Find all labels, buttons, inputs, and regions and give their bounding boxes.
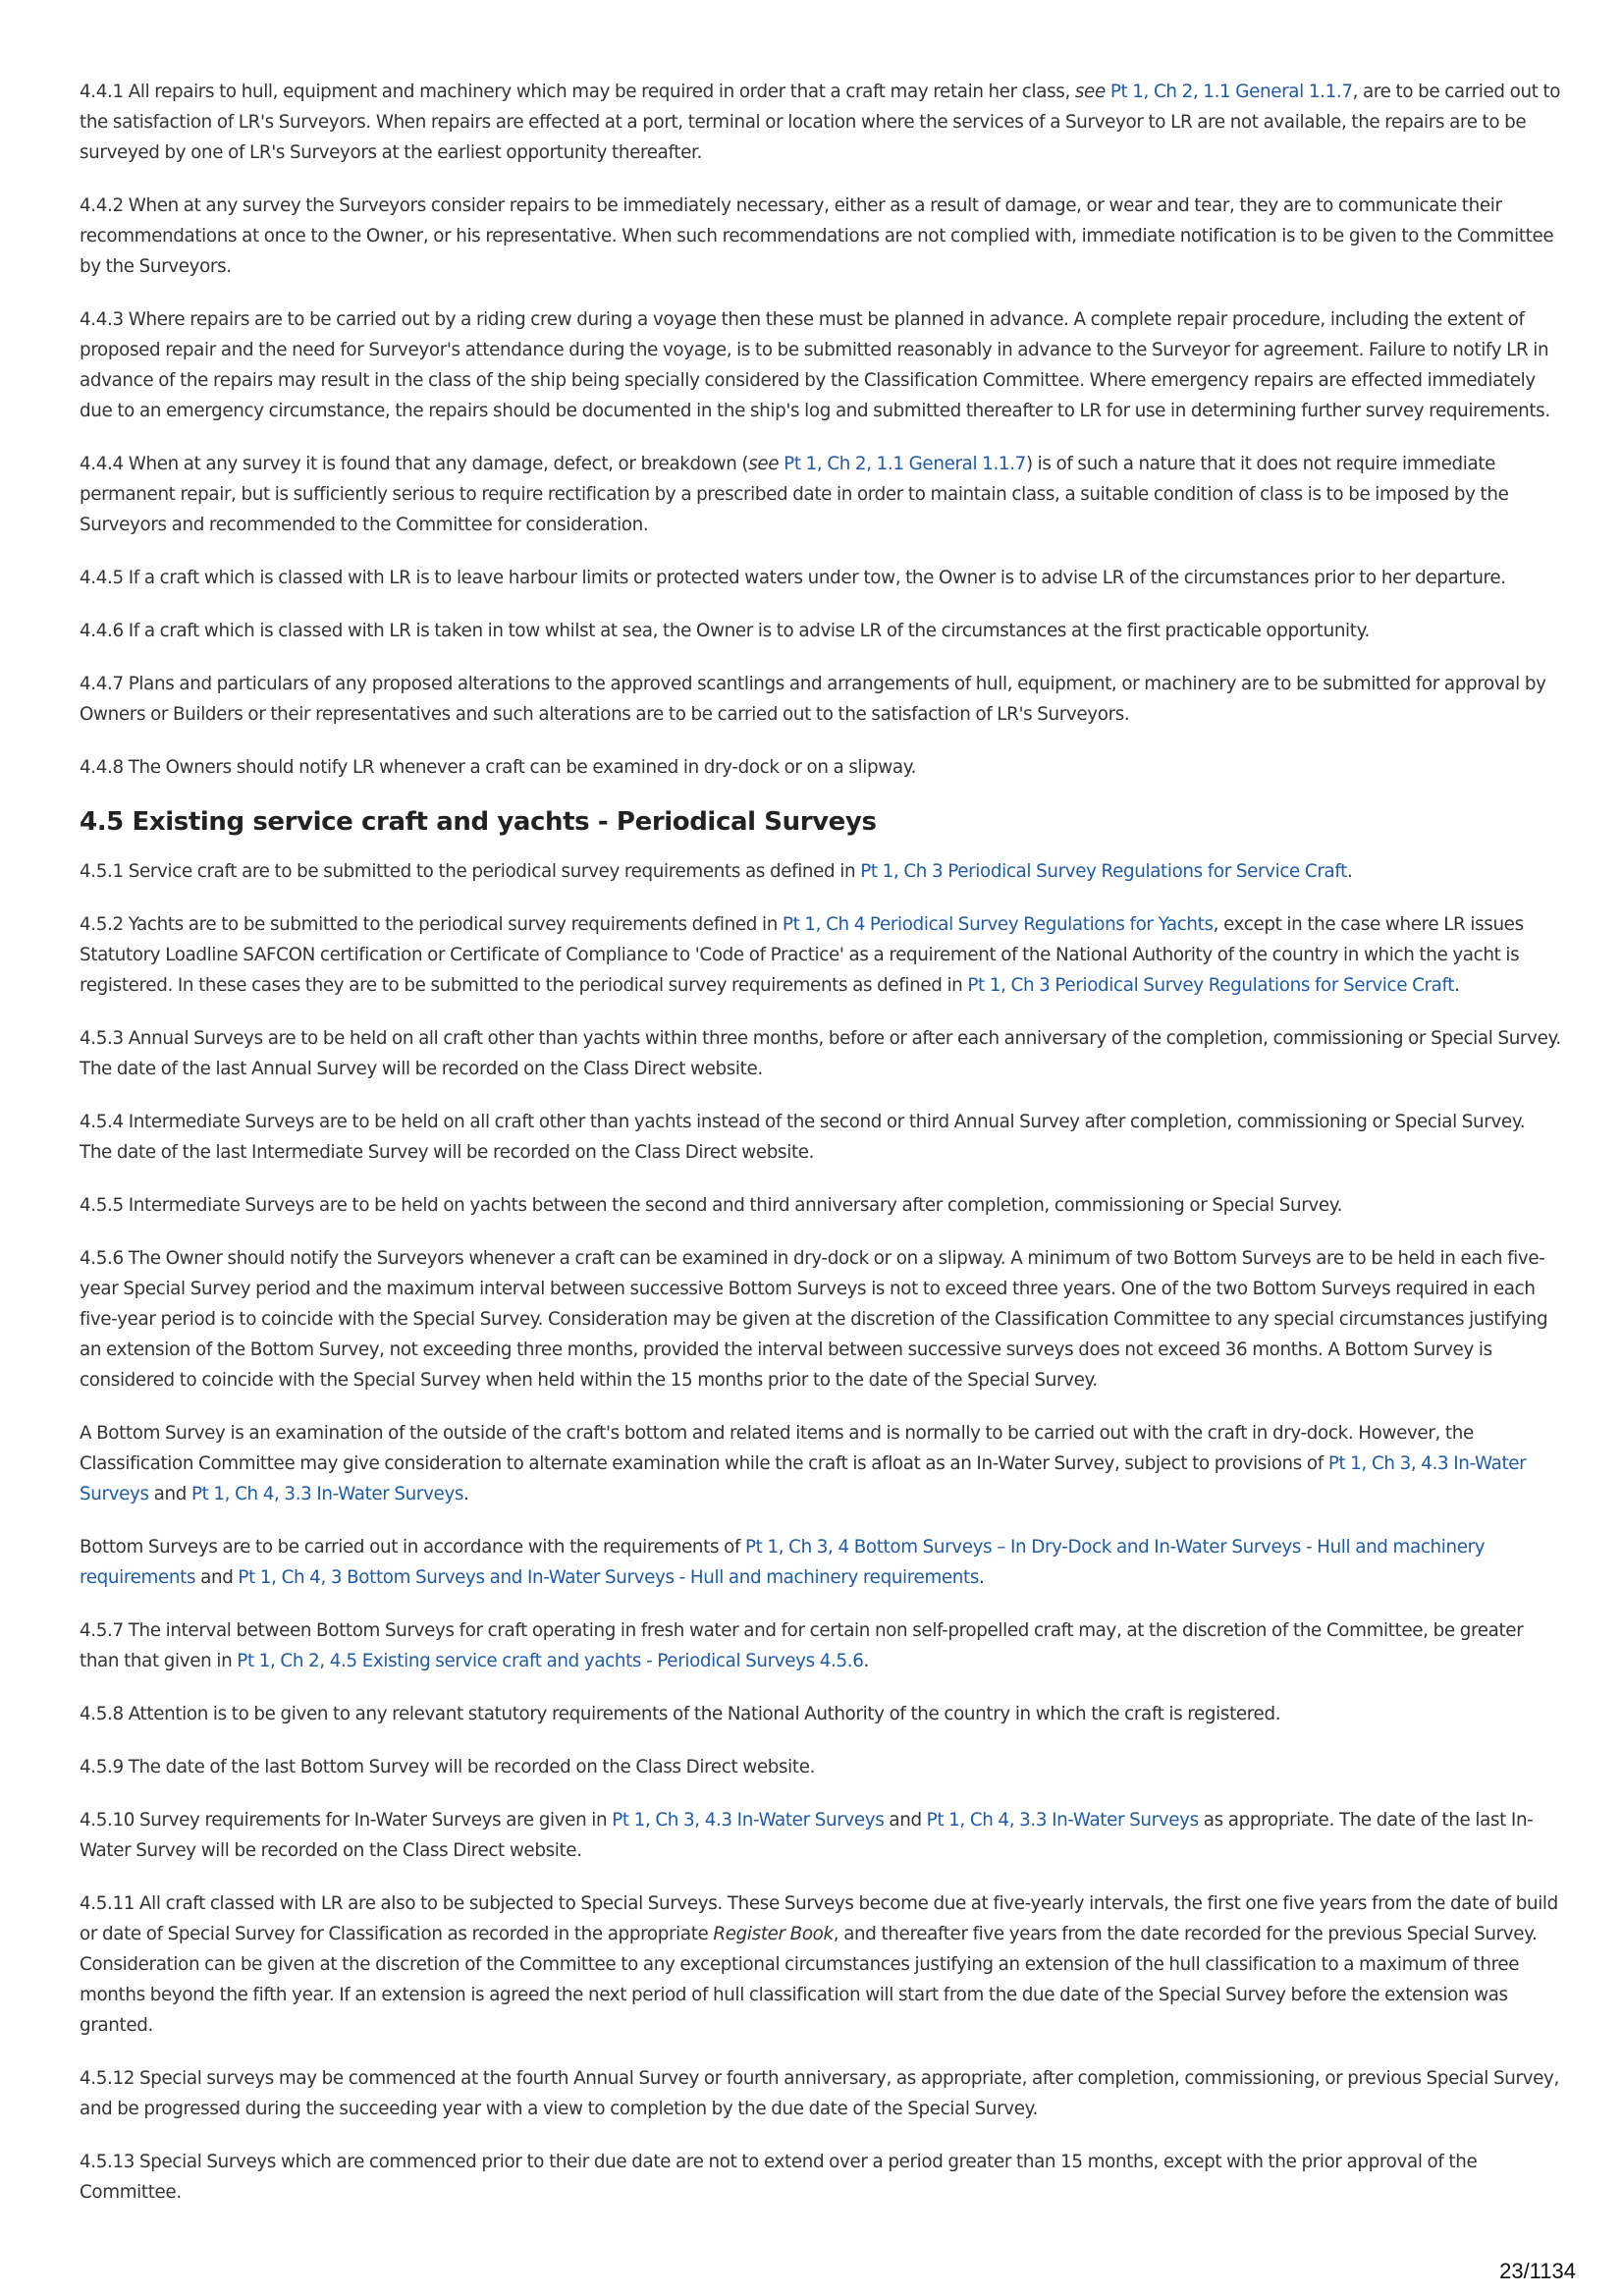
paragraph-4-5-6: 4.5.6 The Owner should notify the Surveyors whenever a craft can be examined in dry-dock or on a slipway. A minimum of two Bottom Surveys are to be held in each five-year Special Survey period and the maximum interval between successive Bottom Surveys is not to exceed three years. One of the two Bottom Surveys required in each five-year period is to coincide with the Special Survey. Consideration may be given at the discretion of the Classification Committee to any special circumstances justifying an extension of the Bottom Survey, not exceeding three months, provided the interval between successive surveys does not exceed 36 months. A Bottom Survey is considered to coincide with the Special Survey when held within the 15 months prior to the date of the Special Survey. <box>80 1248 1548 1391</box>
register-book-emphasis: Register Book <box>713 1924 834 1944</box>
paragraph-4-4-5: 4.4.5 If a craft which is classed with LR is to leave harbour limits or protected waters under tow, the Owner is to advise LR of the circumstances prior to her departure. <box>80 568 1506 588</box>
link-pt1-ch3-4-3-in-water-surveys[interactable]: Pt 1, Ch 3, 4.3 In-Water Surveys <box>612 1810 885 1831</box>
link-pt1-ch2-1-1-general[interactable]: Pt 1, Ch 2, 1.1 General 1.1.7 <box>784 454 1026 474</box>
paragraph-4-4-2: 4.4.2 When at any survey the Surveyors consider repairs to be immediately necessary, either as a result of damage, or wear and tear, they are to communicate their recommendations at once to the Owner, or his representative. When such recommendations are not complied with, immediate notification is to be given to the Committee by the Surveyors. <box>80 195 1554 277</box>
paragraph-4-5-1: 4.5.1 Service craft are to be submitted to the periodical survey requirements as defined in Pt 1, Ch 3 Periodical Survey Regulations for Service Craft. <box>80 861 1353 882</box>
paragraph-bottom-survey-definition: A Bottom Survey is an examination of the outside of the craft's bottom and related items and is normally to be carried out with the craft in dry-dock. However, the Classification Committee may give consideration to alternate examination while the craft is afloat as an In-Water Survey, subject to provisions of Pt 1, Ch 3, 4.3 In-Water Surveys and Pt 1, Ch 4, 3.3 In-Water Surveys. <box>80 1423 1527 1504</box>
paragraph-4-5-7: 4.5.7 The interval between Bottom Surveys for craft operating in fresh water and for certain non self-propelled craft may, at the discretion of the Committee, be greater than that given in Pt 1, Ch 2, 4.5 Existing service craft and yachts - Periodical Surveys 4.5.6. <box>80 1620 1524 1671</box>
paragraph-4-5-12: 4.5.12 Special surveys may be commenced at the fourth Annual Survey or fourth anniversary, as appropriate, after completion, commissioning, or previous Special Survey, and be progressed during the succeeding year with a view to completion by the due date of the Special Survey. <box>80 2068 1559 2119</box>
paragraph-4-5-3: 4.5.3 Annual Surveys are to be held on all craft other than yachts within three months, before or after each anniversary of the completion, commissioning or Special Survey. The date of the last Annual Survey will be recorded on the Class Direct website. <box>80 1028 1561 1079</box>
link-pt1-ch3-4-bottom-surveys[interactable]: Pt 1, Ch 3, 4 Bottom Surveys – In Dry-Dock and In-Water Surveys - Hull and machinery requirements <box>80 1537 1486 1588</box>
paragraph-4-4-4: 4.4.4 When at any survey it is found that any damage, defect, or breakdown (see Pt 1, Ch 2, 1.1 General 1.1.7) is of such a nature that it does not require immediate permanent repair, but is sufficiently serious to require rectification by a prescribed date in order to maintain class, a suitable condition of class is to be imposed by the Surveyors and recommended to the Committee for consideration. <box>80 454 1509 535</box>
link-pt1-ch3-4-3-in-water-surveys[interactable]: Pt 1, Ch 3, 4.3 In-Water Surveys <box>80 1453 1527 1504</box>
paragraph-4-5-11: 4.5.11 All craft classed with LR are also to be subjected to Special Surveys. These Surveys become due at five-yearly intervals, the first one five years from the date of build or date of Special Survey for Classification as recorded in the appropriate Register Book, and thereafter five years from the date recorded for the previous Special Survey. Consideration can be given at the discretion of the Committee to any exceptional circumstances justifying an extension of the hull classification to a maximum of three months beyond the fifth year. If an extension is agreed the next period of hull classification will start from the due date of the Special Survey before the extension was granted. <box>80 1893 1558 2036</box>
paragraph-4-5-8: 4.5.8 Attention is to be given to any relevant statutory requirements of the National Authority of the country in which the craft is registered. <box>80 1704 1281 1724</box>
document-body <box>80 77 1562 2230</box>
link-pt1-ch3-service-craft[interactable]: Pt 1, Ch 3 Periodical Survey Regulations for Service Craft <box>860 861 1347 882</box>
see-emphasis: see <box>1074 82 1106 102</box>
paragraph-4-5-2: 4.5.2 Yachts are to be submitted to the periodical survey requirements defined in Pt 1, Ch 4 Periodical Survey Regulations for Yachts, except in the case where LR issues Statutory Loadline SAFCON certification or Certificate of Compliance to 'Code of Practice' as a requirement of the National Authority of the country in which the yacht is registered. In these cases they are to be submitted to the periodical survey requirements as defined in Pt 1, Ch 3 Periodical Survey Regulations for Service Craft. <box>80 914 1524 996</box>
paragraph-4-4-3: 4.4.3 Where repairs are to be carried out by a riding crew during a voyage then these must be planned in advance. A complete repair procedure, including the extent of proposed repair and the need for Surveyor's attendance during the voyage, is to be submitted reasonably in advance to the Surveyor for agreement. Failure to notify LR in advance of the repairs may result in the class of the ship being specially considered by the Classification Committee. Where emergency repairs are effected immediately due to an emergency circumstance, the repairs should be documented in the ship's log and submitted thereafter to LR for use in determining further survey requirements. <box>80 309 1550 421</box>
see-emphasis: see <box>748 454 780 474</box>
page-number: 23/1134 <box>1499 2259 1576 2283</box>
paragraph-4-5-5: 4.5.5 Intermediate Surveys are to be held on yachts between the second and third anniversary after completion, commissioning or Special Survey. <box>80 1195 1343 1216</box>
paragraph-4-4-8: 4.4.8 The Owners should notify LR whenever a craft can be examined in dry-dock or on a slipway. <box>80 757 917 778</box>
section-heading-4-5: 4.5 Existing service craft and yachts - Periodical Surveys <box>80 807 877 837</box>
paragraph-bottom-survey-requirements: Bottom Surveys are to be carried out in accordance with the requirements of Pt 1, Ch 3, 4 Bottom Surveys – In Dry-Dock and In-Water Surveys - Hull and machinery requirements and Pt 1, Ch 4, 3 Bottom Surveys and In-Water Surveys - Hull and machinery requirements. <box>80 1537 1486 1588</box>
paragraph-4-4-6: 4.4.6 If a craft which is classed with LR is taken in tow whilst at sea, the Owner is to advise LR of the circumstances at the first practicable opportunity. <box>80 621 1370 641</box>
link-pt1-ch2-4-5-periodical-surveys[interactable]: Pt 1, Ch 2, 4.5 Existing service craft and yachts - Periodical Surveys 4.5.6 <box>237 1651 864 1671</box>
paragraph-4-5-9: 4.5.9 The date of the last Bottom Survey will be recorded on the Class Direct website. <box>80 1757 816 1777</box>
link-pt1-ch3-service-craft[interactable]: Pt 1, Ch 3 Periodical Survey Regulations for Service Craft <box>967 975 1455 996</box>
link-pt1-ch4-yachts[interactable]: Pt 1, Ch 4 Periodical Survey Regulations for Yachts <box>782 914 1214 935</box>
link-pt1-ch4-3-3-in-water-surveys[interactable]: Pt 1, Ch 4, 3.3 In-Water Surveys <box>190 1484 464 1504</box>
paragraph-4-5-13: 4.5.13 Special Surveys which are commenced prior to their due date are not to extend over a period greater than 15 months, except with the prior approval of the Committee. <box>80 2152 1478 2203</box>
paragraph-4-5-10: 4.5.10 Survey requirements for In-Water Surveys are given in Pt 1, Ch 3, 4.3 In-Water Surveys and Pt 1, Ch 4, 3.3 In-Water Surveys as appropriate. The date of the last In-Water Survey will be recorded on the Class Direct website. <box>80 1810 1534 1861</box>
link-pt1-ch4-3-bottom-surveys[interactable]: Pt 1, Ch 4, 3 Bottom Surveys and In-Water Surveys - Hull and machinery requirements <box>238 1567 980 1588</box>
link-pt1-ch4-3-3-in-water-surveys[interactable]: Pt 1, Ch 4, 3.3 In-Water Surveys <box>926 1810 1199 1831</box>
paragraph-4-4-1: 4.4.1 All repairs to hull, equipment and machinery which may be required in order that a craft may retain her class, see Pt 1, Ch 2, 1.1 General 1.1.7, are to be carried out to the satisfaction of LR's Surveyors. When repairs are effected at a port, terminal or location where the services of a Surveyor to LR are not available, the repairs are to be surveyed by one of LR's Surveyors at the earliest opportunity thereafter. <box>80 82 1561 163</box>
paragraph-4-4-7: 4.4.7 Plans and particulars of any proposed alterations to the approved scantlings and arrangements of hull, equipment, or machinery are to be submitted for approval by Owners or Builders or their representatives and such alterations are to be carried out to the satisfaction of LR's Surveyors. <box>80 674 1546 725</box>
paragraph-4-5-4: 4.5.4 Intermediate Surveys are to be held on all craft other than yachts instead of the second or third Annual Survey after completion, commissioning or Special Survey. The date of the last Intermediate Survey will be recorded on the Class Direct website. <box>80 1112 1526 1163</box>
link-pt1-ch2-1-1-general[interactable]: Pt 1, Ch 2, 1.1 General 1.1.7 <box>1109 82 1353 102</box>
